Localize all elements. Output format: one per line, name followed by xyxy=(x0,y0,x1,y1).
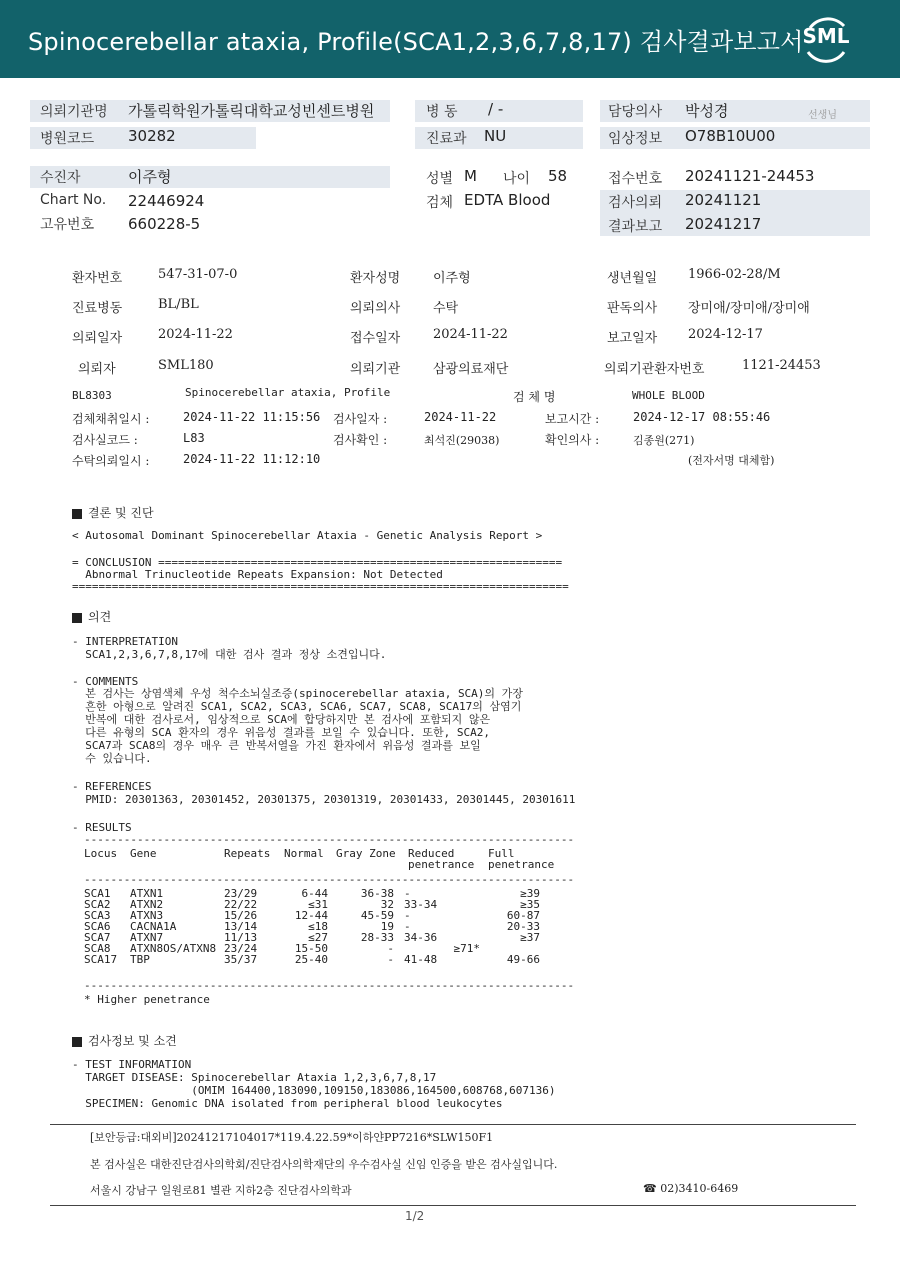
testinfo-line: SPECIMEN: Genomic DNA isolated from peripheral blood leukocytes xyxy=(72,1097,503,1110)
column-header: penetrance xyxy=(488,858,555,871)
scan-label: 판독의사 xyxy=(607,301,658,316)
code-label: 병원코드 xyxy=(40,131,95,147)
hospital-value: 가톨릭학원가톨릭대학교성빈센트병원 xyxy=(128,102,375,120)
table-cell: 20-33 xyxy=(506,920,540,933)
table-cell: SCA8 xyxy=(84,942,111,955)
results-head: - RESULTS xyxy=(72,821,132,834)
results-table xyxy=(84,848,558,870)
references-text: PMID: 20301363, 20301452, 20301375, 20301319, 20301433, 20301445, 20301611 xyxy=(72,793,576,806)
table-cell: 12-44 xyxy=(294,909,328,922)
scan-value: 1121-24453 xyxy=(742,358,821,373)
meta-value: 2024-11-22 11:15:56 xyxy=(183,410,321,424)
address-line: 서울시 강남구 일원로81 별관 지하2층 진단검사의학과 xyxy=(90,1184,352,1197)
table-cell: 28-33 xyxy=(360,931,394,944)
comments-line: 다른 유형의 SCA 환자의 경우 위음성 결과를 보일 수 있습니다. 또한, SCA2, xyxy=(72,726,490,739)
section-square-icon xyxy=(72,509,82,519)
ward-label: 병 동 xyxy=(426,104,458,120)
scan-label: 환자번호 xyxy=(72,271,123,286)
sex-label: 성별 xyxy=(426,171,454,187)
table-row xyxy=(84,954,544,965)
page-number: 1/2 xyxy=(405,1209,425,1223)
section-conclusion-title: 결론 및 진단 xyxy=(72,504,154,521)
conclusion-rule: =========================================================================== xyxy=(72,580,569,593)
table-cell: SCA1 xyxy=(84,887,111,900)
table-cell: ≥37 xyxy=(520,931,540,944)
table-cell: 23/29 xyxy=(224,887,258,900)
table-cell: 49-66 xyxy=(506,953,540,966)
scan-label: 의뢰의사 xyxy=(350,301,401,316)
section-opinion-title: 의견 xyxy=(72,608,111,625)
column-header xyxy=(84,859,130,870)
hospital-label: 의뢰기관명 xyxy=(40,104,108,120)
results-body xyxy=(84,888,544,965)
receipt-value: 20241121-24453 xyxy=(685,167,815,185)
interpretation-head: - INTERPRETATION xyxy=(72,635,178,648)
table-cell: 6-44 xyxy=(301,887,328,900)
column-header: Normal xyxy=(284,847,324,860)
meta-label: 보고시간 : xyxy=(545,412,600,426)
references-head: - REFERENCES xyxy=(72,780,152,793)
report-label: 결과보고 xyxy=(608,219,663,235)
comments-line: 흔한 아형으로 알려진 SCA1, SCA2, SCA3, SCA6, SCA7, SCA8, SCA17의 삼염기 xyxy=(72,700,522,713)
column-header: Repeats xyxy=(224,847,271,860)
table-cell: SCA7 xyxy=(84,931,111,944)
results-rule: -------------------------------------------------------------------------- xyxy=(84,873,575,886)
table-cell: ≥35 xyxy=(520,898,540,911)
testinfo-line: TARGET DISEASE: Spinocerebellar Ataxia 1,2,3,6,7,8,17 xyxy=(72,1071,437,1084)
column-header: Locus xyxy=(84,847,118,860)
table-cell: 13/14 xyxy=(224,920,258,933)
specimen-label: 검체 xyxy=(426,195,454,211)
column-header xyxy=(284,859,336,870)
table-cell: 36-38 xyxy=(360,887,394,900)
table-cell: SCA3 xyxy=(84,909,111,922)
uid-label: 고유번호 xyxy=(40,217,95,233)
specimen-value: EDTA Blood xyxy=(464,191,551,209)
test-code: BL8303 xyxy=(72,389,112,402)
specimen-name-value: WHOLE BLOOD xyxy=(632,389,705,402)
scan-value: 이주형 xyxy=(433,271,471,286)
table-cell: TBP xyxy=(130,953,150,966)
footer-divider xyxy=(50,1124,856,1125)
receipt-label: 접수번호 xyxy=(608,171,663,187)
table-cell: ≥39 xyxy=(520,887,540,900)
patient-value: 이주형 xyxy=(128,168,172,186)
comments-line: 수 있습니다. xyxy=(72,752,152,765)
report-subtitle: < Autosomal Dominant Spinocerebellar Ataxia - Genetic Analysis Report > xyxy=(72,529,543,542)
table-cell: 35/37 xyxy=(224,953,258,966)
scan-value: 2024-11-22 xyxy=(158,327,233,342)
uid-value: 660228-5 xyxy=(128,215,201,233)
scan-label: 환자성명 xyxy=(350,271,401,286)
code-value: 30282 xyxy=(128,127,176,145)
comments-head: - COMMENTS xyxy=(72,675,139,688)
table-cell: ATXN1 xyxy=(130,887,164,900)
scan-label: 보고일자 xyxy=(607,331,658,346)
column-header: Full xyxy=(488,847,515,860)
column-header xyxy=(130,859,224,870)
age-value: 58 xyxy=(548,167,568,185)
specimen-name-label: 검 체 명 xyxy=(513,390,556,404)
report-header xyxy=(0,0,900,78)
table-cell: - xyxy=(387,953,394,966)
dept-label: 진료과 xyxy=(426,131,467,147)
certification-line: 본 검사실은 대한진단검사의학회/진단검사의학재단의 우수검사실 신임 인증을 받은 검사실입니다. xyxy=(90,1158,558,1171)
table-cell: 23/24 xyxy=(224,942,258,955)
results-rule: -------------------------------------------------------------------------- xyxy=(84,833,575,846)
conclusion-text: Abnormal Trinucleotide Repeats Expansion: Not Detected xyxy=(72,568,443,581)
table-cell: 11/13 xyxy=(224,931,258,944)
column-header: Gene xyxy=(130,847,157,860)
scan-value: BL/BL xyxy=(158,297,199,312)
table-cell: 19 xyxy=(380,920,394,933)
meta-label: 검사일자 : xyxy=(333,412,388,426)
interpretation-text: SCA1,2,3,6,7,8,17에 대한 검사 결과 정상 소견입니다. xyxy=(72,648,387,661)
meta-value: 2024-11-22 xyxy=(424,410,497,424)
table-cell: ATXN2 xyxy=(130,898,164,911)
chart-value: 22446924 xyxy=(128,192,205,210)
scan-label: 생년월일 xyxy=(607,271,658,286)
table-cell: 22/22 xyxy=(224,898,258,911)
scan-label: 의뢰자 xyxy=(78,362,116,377)
scan-value: SML180 xyxy=(158,358,214,373)
table-cell: ≤18 xyxy=(308,920,328,933)
test-name: Spinocerebellar ataxia, Profile xyxy=(185,386,391,399)
request-label: 검사의뢰 xyxy=(608,195,663,211)
patient-row xyxy=(30,166,390,188)
table-cell: 33-34 xyxy=(404,898,438,911)
meta-value: 2024-12-17 08:55:46 xyxy=(633,410,771,424)
table-cell: ATXN3 xyxy=(130,909,164,922)
conclusion-head: = CONCLUSION ============================================================= xyxy=(72,556,563,569)
scan-value: 2024-12-17 xyxy=(688,327,763,342)
scan-value: 장미애/장미애/장미애 xyxy=(688,301,810,316)
scan-value: 2024-11-22 xyxy=(433,327,508,342)
meta-label: 검사확인 : xyxy=(333,433,388,447)
meta-value: 2024-11-22 11:12:10 xyxy=(183,452,321,466)
table-cell: 45-59 xyxy=(360,909,394,922)
meta-label: 검사실코드 : xyxy=(72,433,138,447)
scan-value: 삼광의료재단 xyxy=(433,362,509,377)
dept-value: NU xyxy=(484,127,507,145)
comments-line: 반복에 대한 검사로서, 임상적으로 SCA에 합당하지만 본 검사에 포함되지 않은 xyxy=(72,713,491,726)
table-cell: - xyxy=(404,920,411,933)
scan-value: 1966-02-28/M xyxy=(688,267,781,282)
report-title: Spinocerebellar ataxia, Profile(SCA1,2,3,6,7,8,17) 검사결과보고서 xyxy=(28,28,804,56)
table-cell: ≤31 xyxy=(308,898,328,911)
column-header xyxy=(336,859,408,870)
testinfo-line: (OMIM 164400,183090,109150,183086,164500,608768,607136) xyxy=(72,1084,556,1097)
table-cell: ATXN8OS/ATXN8 xyxy=(130,942,217,955)
results-header-row xyxy=(84,859,558,870)
chart-label: Chart No. xyxy=(40,192,107,208)
clinical-label: 임상정보 xyxy=(608,131,663,147)
section-testinfo-title: 검사정보 및 소견 xyxy=(72,1032,177,1049)
scan-label: 의뢰기관환자번호 xyxy=(604,362,705,377)
scan-label: 의뢰기관 xyxy=(350,362,401,377)
table-cell: ATXN7 xyxy=(130,931,164,944)
meta-label: 확인의사 : xyxy=(545,433,600,447)
table-cell: 60-87 xyxy=(506,909,540,922)
table-cell: 41-48 xyxy=(404,953,438,966)
meta-value: 김종원(271) xyxy=(633,434,695,447)
meta-label: 검체채취일시 : xyxy=(72,412,150,426)
table-cell: 34-36 xyxy=(404,931,438,944)
results-rule: -------------------------------------------------------------------------- xyxy=(84,979,575,992)
scan-value: 547-31-07-0 xyxy=(158,267,238,282)
table-cell: SCA2 xyxy=(84,898,111,911)
footer-divider xyxy=(50,1205,856,1206)
request-value: 20241121 xyxy=(685,191,762,209)
table-cell: ≥71* xyxy=(453,942,480,955)
security-line: [보안등급:대외비]20241217104017*119.4.22.59*이하얀PP7216*SLW150F1 xyxy=(90,1131,494,1144)
clinical-value: O78B10U00 xyxy=(685,127,776,145)
scan-label: 진료병동 xyxy=(72,301,123,316)
table-cell: 15-50 xyxy=(294,942,328,955)
doctor-suffix: 선생님 xyxy=(808,110,837,121)
age-label: 나이 xyxy=(503,171,531,187)
meta-value: L83 xyxy=(183,431,205,445)
doctor-label: 담당의사 xyxy=(608,104,663,120)
section-square-icon xyxy=(72,1037,82,1047)
comments-line: SCA7과 SCA8의 경우 매우 큰 반복서열을 가진 환자에서 위음성 결과를 보일 xyxy=(72,739,481,752)
table-cell: SCA6 xyxy=(84,920,111,933)
meta-value: 최석진(29038) xyxy=(424,434,500,447)
column-header: penetrance xyxy=(408,858,475,871)
table-cell: 32 xyxy=(380,898,394,911)
sex-value: M xyxy=(464,167,477,185)
column-header: Gray Zone xyxy=(336,847,396,860)
report-value: 20241217 xyxy=(685,215,762,233)
patient-label: 수진자 xyxy=(40,170,81,186)
table-cell: SCA17 xyxy=(84,953,118,966)
scan-label: 의뢰일자 xyxy=(72,331,123,346)
table-cell: - xyxy=(404,909,411,922)
scan-label: 접수일자 xyxy=(350,331,401,346)
results-footnote: * Higher penetrance xyxy=(84,993,210,1006)
column-header: Reduced xyxy=(408,847,455,860)
column-header xyxy=(224,859,284,870)
table-cell: 25-40 xyxy=(294,953,328,966)
table-cell: - xyxy=(387,942,394,955)
table-cell: ≤27 xyxy=(308,931,328,944)
doctor-value: 박성경 xyxy=(685,102,729,120)
table-cell: 15/26 xyxy=(224,909,258,922)
table-cell: CACNA1A xyxy=(130,920,177,933)
phone-line: ☎ 02)3410-6469 xyxy=(643,1182,739,1195)
table-cell: - xyxy=(404,887,411,900)
comments-line: 본 검사는 상염색체 우성 척수소뇌실조증(spinocerebellar ataxia, SCA)의 가장 xyxy=(72,687,523,700)
logo-text: SML xyxy=(802,24,850,48)
testinfo-head: - TEST INFORMATION xyxy=(72,1058,192,1071)
meta-label: 수탁의뢰일시 : xyxy=(72,454,150,468)
ward-value: / - xyxy=(488,100,504,118)
section-square-icon xyxy=(72,613,82,623)
e-signature-note: (전자서명 대체함) xyxy=(688,454,775,467)
scan-value: 수탁 xyxy=(433,301,459,316)
